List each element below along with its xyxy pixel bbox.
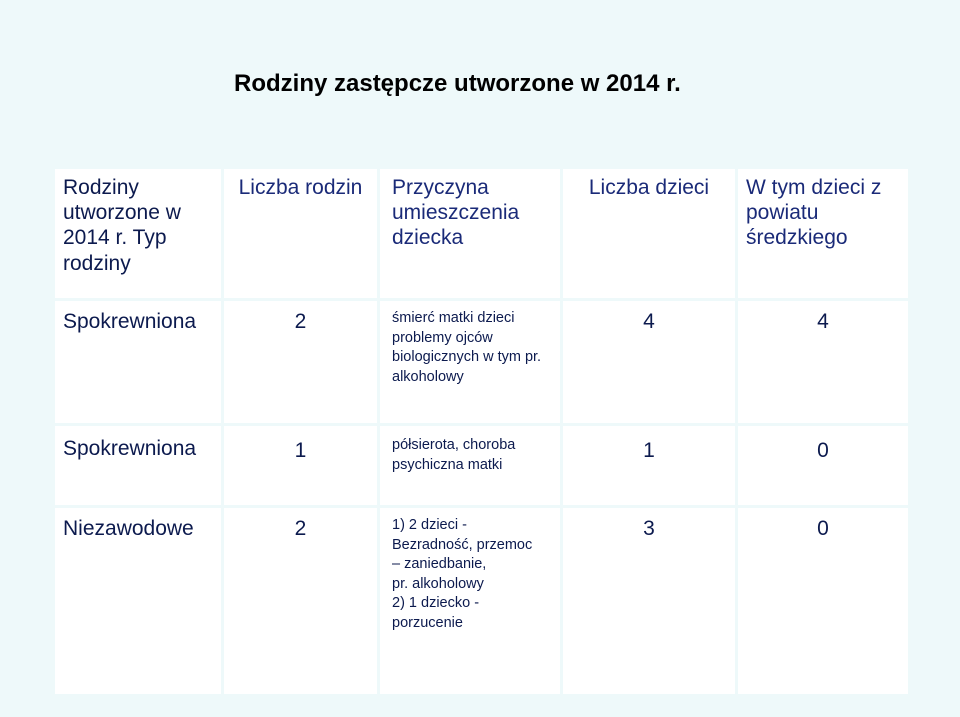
family-count-cell: 2 — [224, 508, 377, 694]
family-type-cell: Niezawodowe — [55, 508, 221, 694]
family-type-cell: Spokrewniona — [55, 426, 221, 505]
children-count-cell: 4 — [563, 301, 735, 423]
header-family-type: Rodziny utworzone w 2014 r. Typ rodziny — [55, 169, 221, 298]
table-header-row — [55, 169, 908, 298]
header-children-count: Liczba dzieci — [563, 169, 735, 298]
family-type-cell: Spokrewniona — [55, 301, 221, 423]
placement-reason-cell: śmierć matki dzieci problemy ojców biologicznych w tym pr. alkoholowy — [380, 301, 560, 423]
header-family-count: Liczba rodzin — [224, 169, 377, 298]
header-placement-reason: Przyczyna umieszczenia dziecka — [380, 169, 560, 298]
local-children-cell: 0 — [738, 426, 908, 505]
header-local-children: W tym dzieci z powiatu średzkiego — [738, 169, 908, 298]
table-row — [55, 508, 908, 694]
children-count-cell: 1 — [563, 426, 735, 505]
table-row — [55, 301, 908, 423]
foster-families-table — [52, 166, 911, 697]
local-children-cell: 0 — [738, 508, 908, 694]
placement-reason-cell: 1) 2 dzieci - Bezradność, przemoc – zaniedbanie, pr. alkoholowy 2) 1 dziecko - porzucenie — [380, 508, 560, 694]
page-title: Rodziny zastępcze utworzone w 2014 r. — [234, 70, 681, 97]
table-row — [55, 426, 908, 505]
family-count-cell: 1 — [224, 426, 377, 505]
family-count-cell: 2 — [224, 301, 377, 423]
children-count-cell: 3 — [563, 508, 735, 694]
placement-reason-cell: półsierota, choroba psychiczna matki — [380, 426, 560, 505]
local-children-cell: 4 — [738, 301, 908, 423]
